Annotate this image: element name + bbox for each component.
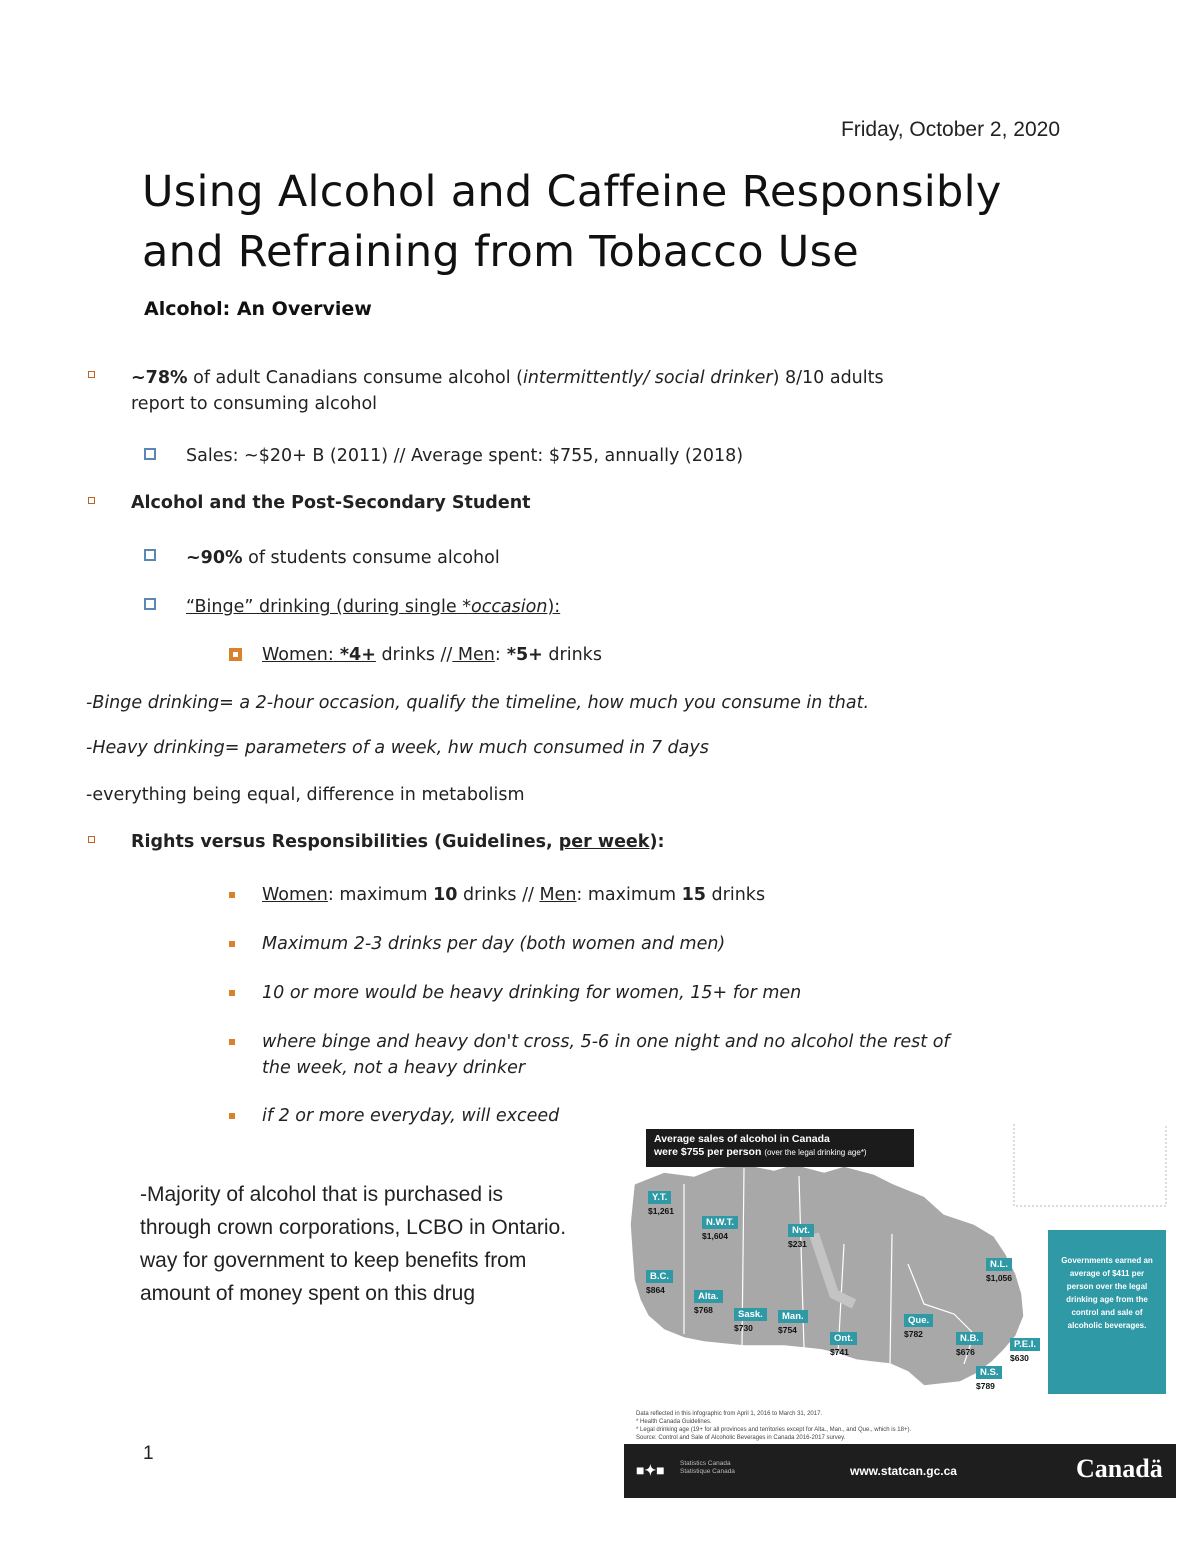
province-label: N.L. $1,056 xyxy=(986,1259,1012,1283)
government-earnings-callout: Governments earned an average of $411 per person over the legal drinking age from the control and sale of alcoholic beverages. xyxy=(1048,1230,1166,1394)
bullet-binge-drinking: “Binge” drinking (during single *occasion): xyxy=(186,597,561,617)
infographic-header: Average sales of alcohol in Canada were $755 per person (over the legal drinking age*) xyxy=(646,1129,914,1167)
province-label: N.B. $676 xyxy=(956,1328,983,1357)
bullet-dot-icon xyxy=(229,941,235,947)
note-binge-definition: -Binge drinking= a 2-hour occasion, qualify the timeline, how much you consume in that. xyxy=(86,693,870,713)
guideline-heavy: 10 or more would be heavy drinking for women, 15+ for men xyxy=(262,983,802,1003)
bullet-sales: Sales: ~$20+ B (2011) // Average spent: $755, annually (2018) xyxy=(186,446,744,466)
guideline-daily-max: Maximum 2-3 drinks per day (both women and men) xyxy=(262,934,726,954)
title-line-2: and Refraining from Tobacco Use xyxy=(142,227,860,277)
bullet-binge-limits: Women: *4+ drinks // Men: *5+ drinks xyxy=(262,645,602,665)
section-heading: Alcohol: An Overview xyxy=(144,298,372,320)
guideline-binge-vs-heavy: where binge and heavy don't cross, 5-6 in one night and no alcohol the rest of the week, not a heavy drinker xyxy=(262,1032,950,1078)
side-note-crown-corporations: -Majority of alcohol that is purchased is through crown corporations, LCBO in Ontario. way for government to keep benefits from amount of money spent on this drug xyxy=(140,1183,567,1305)
square-bullet-icon xyxy=(88,497,95,504)
page-title xyxy=(142,162,1102,282)
province-label: N.S. $789 xyxy=(976,1362,1002,1391)
bullet-adult-consumption: ~78% of adult Canadians consume alcohol (intermittently/ social drinker) 8/10 adults report to consuming alcohol xyxy=(131,368,884,414)
infographic-footer-bar xyxy=(624,1444,1176,1498)
title-line-1: Using Alcohol and Caffeine Responsibly xyxy=(142,167,1002,217)
guideline-weekly-max: Women: maximum 10 drinks // Men: maximum 15 drinks xyxy=(262,885,766,905)
stat-78-percent: ~78% xyxy=(131,368,188,388)
province-label: Man. $754 xyxy=(778,1306,808,1335)
province-label: Ont. $741 xyxy=(830,1328,857,1357)
bullet-post-secondary: Alcohol and the Post-Secondary Student xyxy=(131,493,531,513)
province-label: Alta. $768 xyxy=(694,1286,723,1315)
canada-flag-icon: ■✦■ xyxy=(636,1462,665,1478)
square-bullet-icon xyxy=(88,836,95,843)
note-metabolism: -everything being equal, difference in metabolism xyxy=(86,785,525,805)
square-bullet-icon xyxy=(144,549,156,561)
infographic-footnotes: Data reflected in this infographic from April 1, 2016 to March 31, 2017. * Health Canada Guidelines. * Legal drinking age (19+ for all provinces and territories except for Alta., Man., and Que., which is 18+). Source: Control and Sale of Alcoholic Beverages in Canada 2016-2017 survey. xyxy=(636,1411,912,1441)
alcohol-sales-infographic xyxy=(624,1124,1176,1498)
statcan-signature: Statistics Canada Statistique Canada xyxy=(680,1460,735,1475)
guideline-exceed: if 2 or more everyday, will exceed xyxy=(262,1106,560,1126)
square-bullet-icon xyxy=(88,371,95,378)
statcan-url: www.statcan.gc.ca xyxy=(850,1464,957,1478)
province-label: P.E.I. $630 xyxy=(1010,1334,1040,1363)
bullet-rights-responsibilities: Rights versus Responsibilities (Guidelines, per week): xyxy=(131,832,665,852)
province-label: Y.T. $1,261 xyxy=(648,1192,674,1216)
province-label: Nvt. $231 xyxy=(788,1220,814,1249)
province-label: N.W.T. $1,604 xyxy=(702,1212,738,1241)
bullet-dot-icon xyxy=(229,1039,235,1045)
square-bullet-icon xyxy=(144,598,156,610)
note-heavy-definition: -Heavy drinking= parameters of a week, hw much consumed in 7 days xyxy=(86,738,709,758)
square-bullet-icon xyxy=(229,648,242,661)
page-number: 1 xyxy=(143,1443,154,1464)
square-bullet-icon xyxy=(144,448,156,460)
bullet-dot-icon xyxy=(229,1113,235,1119)
bullet-dot-icon xyxy=(229,892,235,898)
province-label: B.C. $864 xyxy=(646,1266,673,1295)
canada-wordmark: Canadä xyxy=(1076,1454,1163,1483)
bullet-dot-icon xyxy=(229,990,235,996)
bullet-students-consume: ~90% of students consume alcohol xyxy=(186,548,500,568)
document-date: Friday, October 2, 2020 xyxy=(840,118,1060,141)
province-label: Que. $782 xyxy=(904,1310,933,1339)
province-label: Sask. $730 xyxy=(734,1304,767,1333)
